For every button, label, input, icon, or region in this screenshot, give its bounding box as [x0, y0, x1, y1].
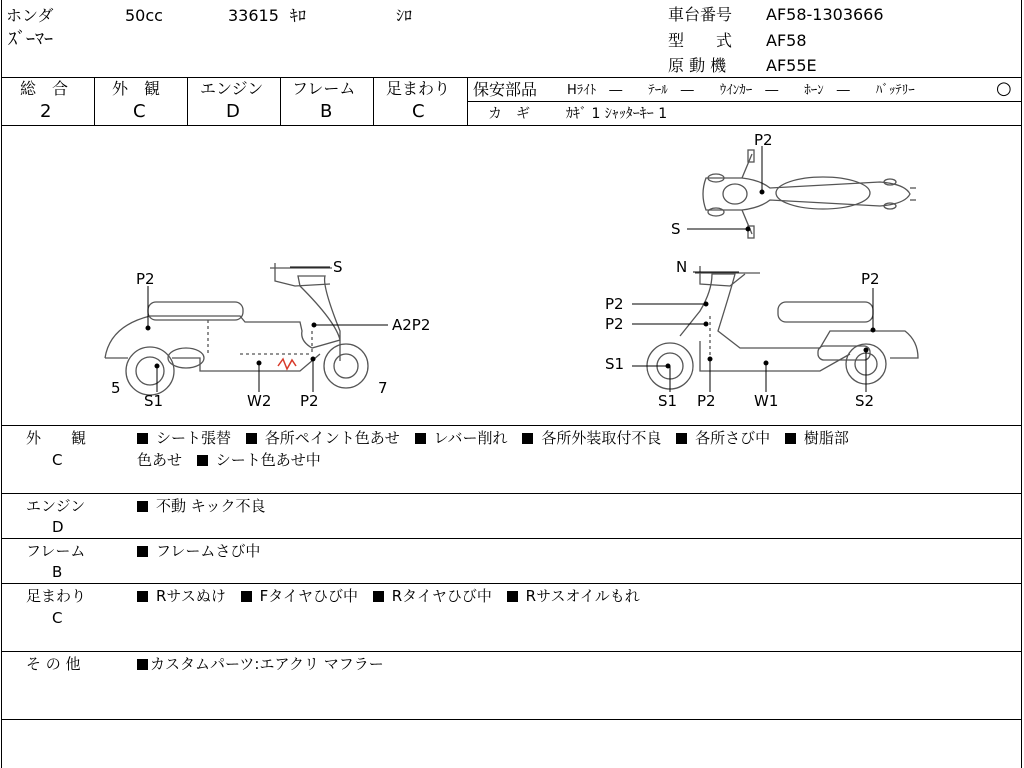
engine-grade: D [226, 101, 240, 122]
bullet-square [137, 433, 148, 444]
frame-grade: B [320, 101, 333, 122]
note-item: フレームさび中 [156, 542, 261, 560]
suspension-grade: C [412, 101, 425, 122]
note-item: レバー削れ [433, 429, 508, 447]
notes-suspension-label: 足まわり [26, 587, 87, 605]
notes-exterior-grade: C [52, 451, 63, 469]
engine-model: AF55E [766, 56, 817, 75]
note-item: Fタイヤひび中 [259, 587, 358, 605]
note-item: Rサスオイルもれ [525, 587, 640, 605]
notes-exterior-line2 [137, 449, 321, 471]
bullet-square [507, 591, 518, 602]
grade-col-divider-1 [94, 77, 95, 126]
label-left-a2p2: A2P2 [392, 316, 431, 334]
safety-parts-label: 保安部品 [473, 80, 538, 99]
mileage-unit: ｷﾛ [290, 6, 307, 25]
mileage-number: 33615 [228, 6, 279, 25]
note-item: 色あせ [137, 451, 183, 469]
notes-frame-items [137, 540, 260, 562]
frame-number-label: 車台番号 [668, 5, 733, 24]
notes-engine-grade: D [52, 518, 64, 536]
overall-grade-label: 総 合 [20, 79, 69, 98]
frame-number: AF58-1303666 [766, 5, 884, 24]
model-type-label: 型 式 [668, 31, 733, 50]
notes-other-text [137, 653, 384, 675]
frame-grade-label: フレーム [292, 79, 356, 98]
grade-col-divider-2 [187, 77, 188, 126]
label-right-p2-b: P2 [605, 315, 624, 333]
bullet-square [137, 659, 148, 670]
label-right-p2-a: P2 [605, 295, 624, 313]
bullet-square [415, 433, 426, 444]
label-right-s1-bottom: S1 [658, 392, 678, 410]
notes-exterior-line1 [137, 427, 849, 449]
note-item: シート張替 [156, 429, 232, 447]
notes-exterior-label: 外 観 [26, 429, 87, 447]
bullet-square [785, 433, 796, 444]
vehicle-color: ｼﾛ [396, 6, 413, 25]
bullet-square [246, 433, 257, 444]
label-left-5: 5 [111, 379, 121, 397]
grade-col-divider-5 [467, 77, 468, 126]
divider-engine-bottom [1, 538, 1022, 539]
label-top-p2: P2 [754, 131, 773, 149]
label-right-p2-bottom: P2 [697, 392, 716, 410]
label-right-n: N [676, 258, 688, 276]
key-label: カ ギ [488, 106, 530, 122]
engine-grade-label: エンジン [200, 79, 264, 98]
divider-suspension-bottom [1, 651, 1022, 652]
grade-col-divider-3 [280, 77, 281, 126]
key-value: ｶｷﾞ 1 ｼｬｯﾀｰｷｰ 1 [566, 106, 668, 122]
note-item: Rサスぬけ [156, 587, 226, 605]
divider-frame-bottom [1, 583, 1022, 584]
model-name: ｽﾞｰﾏｰ [8, 29, 53, 50]
bullet-square [373, 591, 384, 602]
label-right-s2: S2 [855, 392, 875, 410]
notes-engine-items [137, 495, 265, 517]
note-item: 不動 キック不良 [156, 497, 266, 515]
note-item: カスタムパーツ:エアクリ マフラー [150, 655, 384, 673]
label-left-p2-bottom: P2 [300, 392, 319, 410]
note-item: シート色あせ中 [215, 451, 321, 469]
note-item: 各所外装取付不良 [541, 429, 662, 447]
overall-grade: 2 [40, 101, 52, 122]
label-left-s1: S1 [144, 392, 164, 410]
note-item: 各所ペイント色あせ [264, 429, 400, 447]
notes-frame-grade: B [52, 563, 63, 581]
grade-col-divider-4 [373, 77, 374, 126]
bullet-square [137, 501, 148, 512]
exterior-grade: C [133, 101, 146, 122]
label-left-7: 7 [378, 379, 388, 397]
engine-model-label: 原 動 機 [668, 56, 727, 75]
bullet-square [137, 591, 148, 602]
note-item: Rタイヤひび中 [391, 587, 492, 605]
notes-engine-label: エンジン [26, 497, 86, 515]
note-item: 樹脂部 [803, 429, 849, 447]
bullet-square [137, 546, 148, 557]
divider-exterior-bottom [1, 493, 1022, 494]
bullet-square [522, 433, 533, 444]
bullet-square [676, 433, 687, 444]
label-right-p2-rear: P2 [861, 270, 880, 288]
bullet-square [241, 591, 252, 602]
label-left-s: S [333, 258, 343, 276]
battery-status-mark: ○ [996, 78, 1012, 99]
damage-diagram [0, 126, 1024, 426]
divider-grades-mid [467, 101, 1022, 102]
damage-mark-red [278, 359, 296, 369]
label-right-w1: W1 [754, 392, 779, 410]
notes-suspension-items [137, 585, 640, 607]
suspension-grade-label: 足まわり [386, 79, 451, 98]
bullet-square [197, 455, 208, 466]
notes-suspension-grade: C [52, 609, 63, 627]
model-type: AF58 [766, 31, 807, 50]
safety-parts-items: Hﾗｲﾄ ― ﾃｰﾙ ― ｳｲﾝｶｰ ― ﾎｰﾝ ― ﾊﾞｯﾃﾘｰ [567, 83, 915, 98]
mileage-value [228, 6, 306, 26]
notes-other-label: そ の 他 [26, 655, 81, 673]
divider-header [1, 77, 1022, 78]
notes-frame-label: フレーム [26, 542, 86, 560]
label-top-s: S [671, 220, 681, 238]
label-left-p2-top: P2 [136, 270, 155, 288]
note-item: 各所さび中 [695, 429, 771, 447]
label-right-s1-side: S1 [605, 355, 625, 373]
maker-name: ホンダ [6, 6, 54, 25]
exterior-grade-label: 外 観 [112, 79, 161, 98]
label-left-w2: W2 [247, 392, 272, 410]
scooter-top-view [703, 150, 916, 238]
displacement: 50cc [125, 6, 163, 25]
divider-other-bottom [1, 719, 1022, 720]
